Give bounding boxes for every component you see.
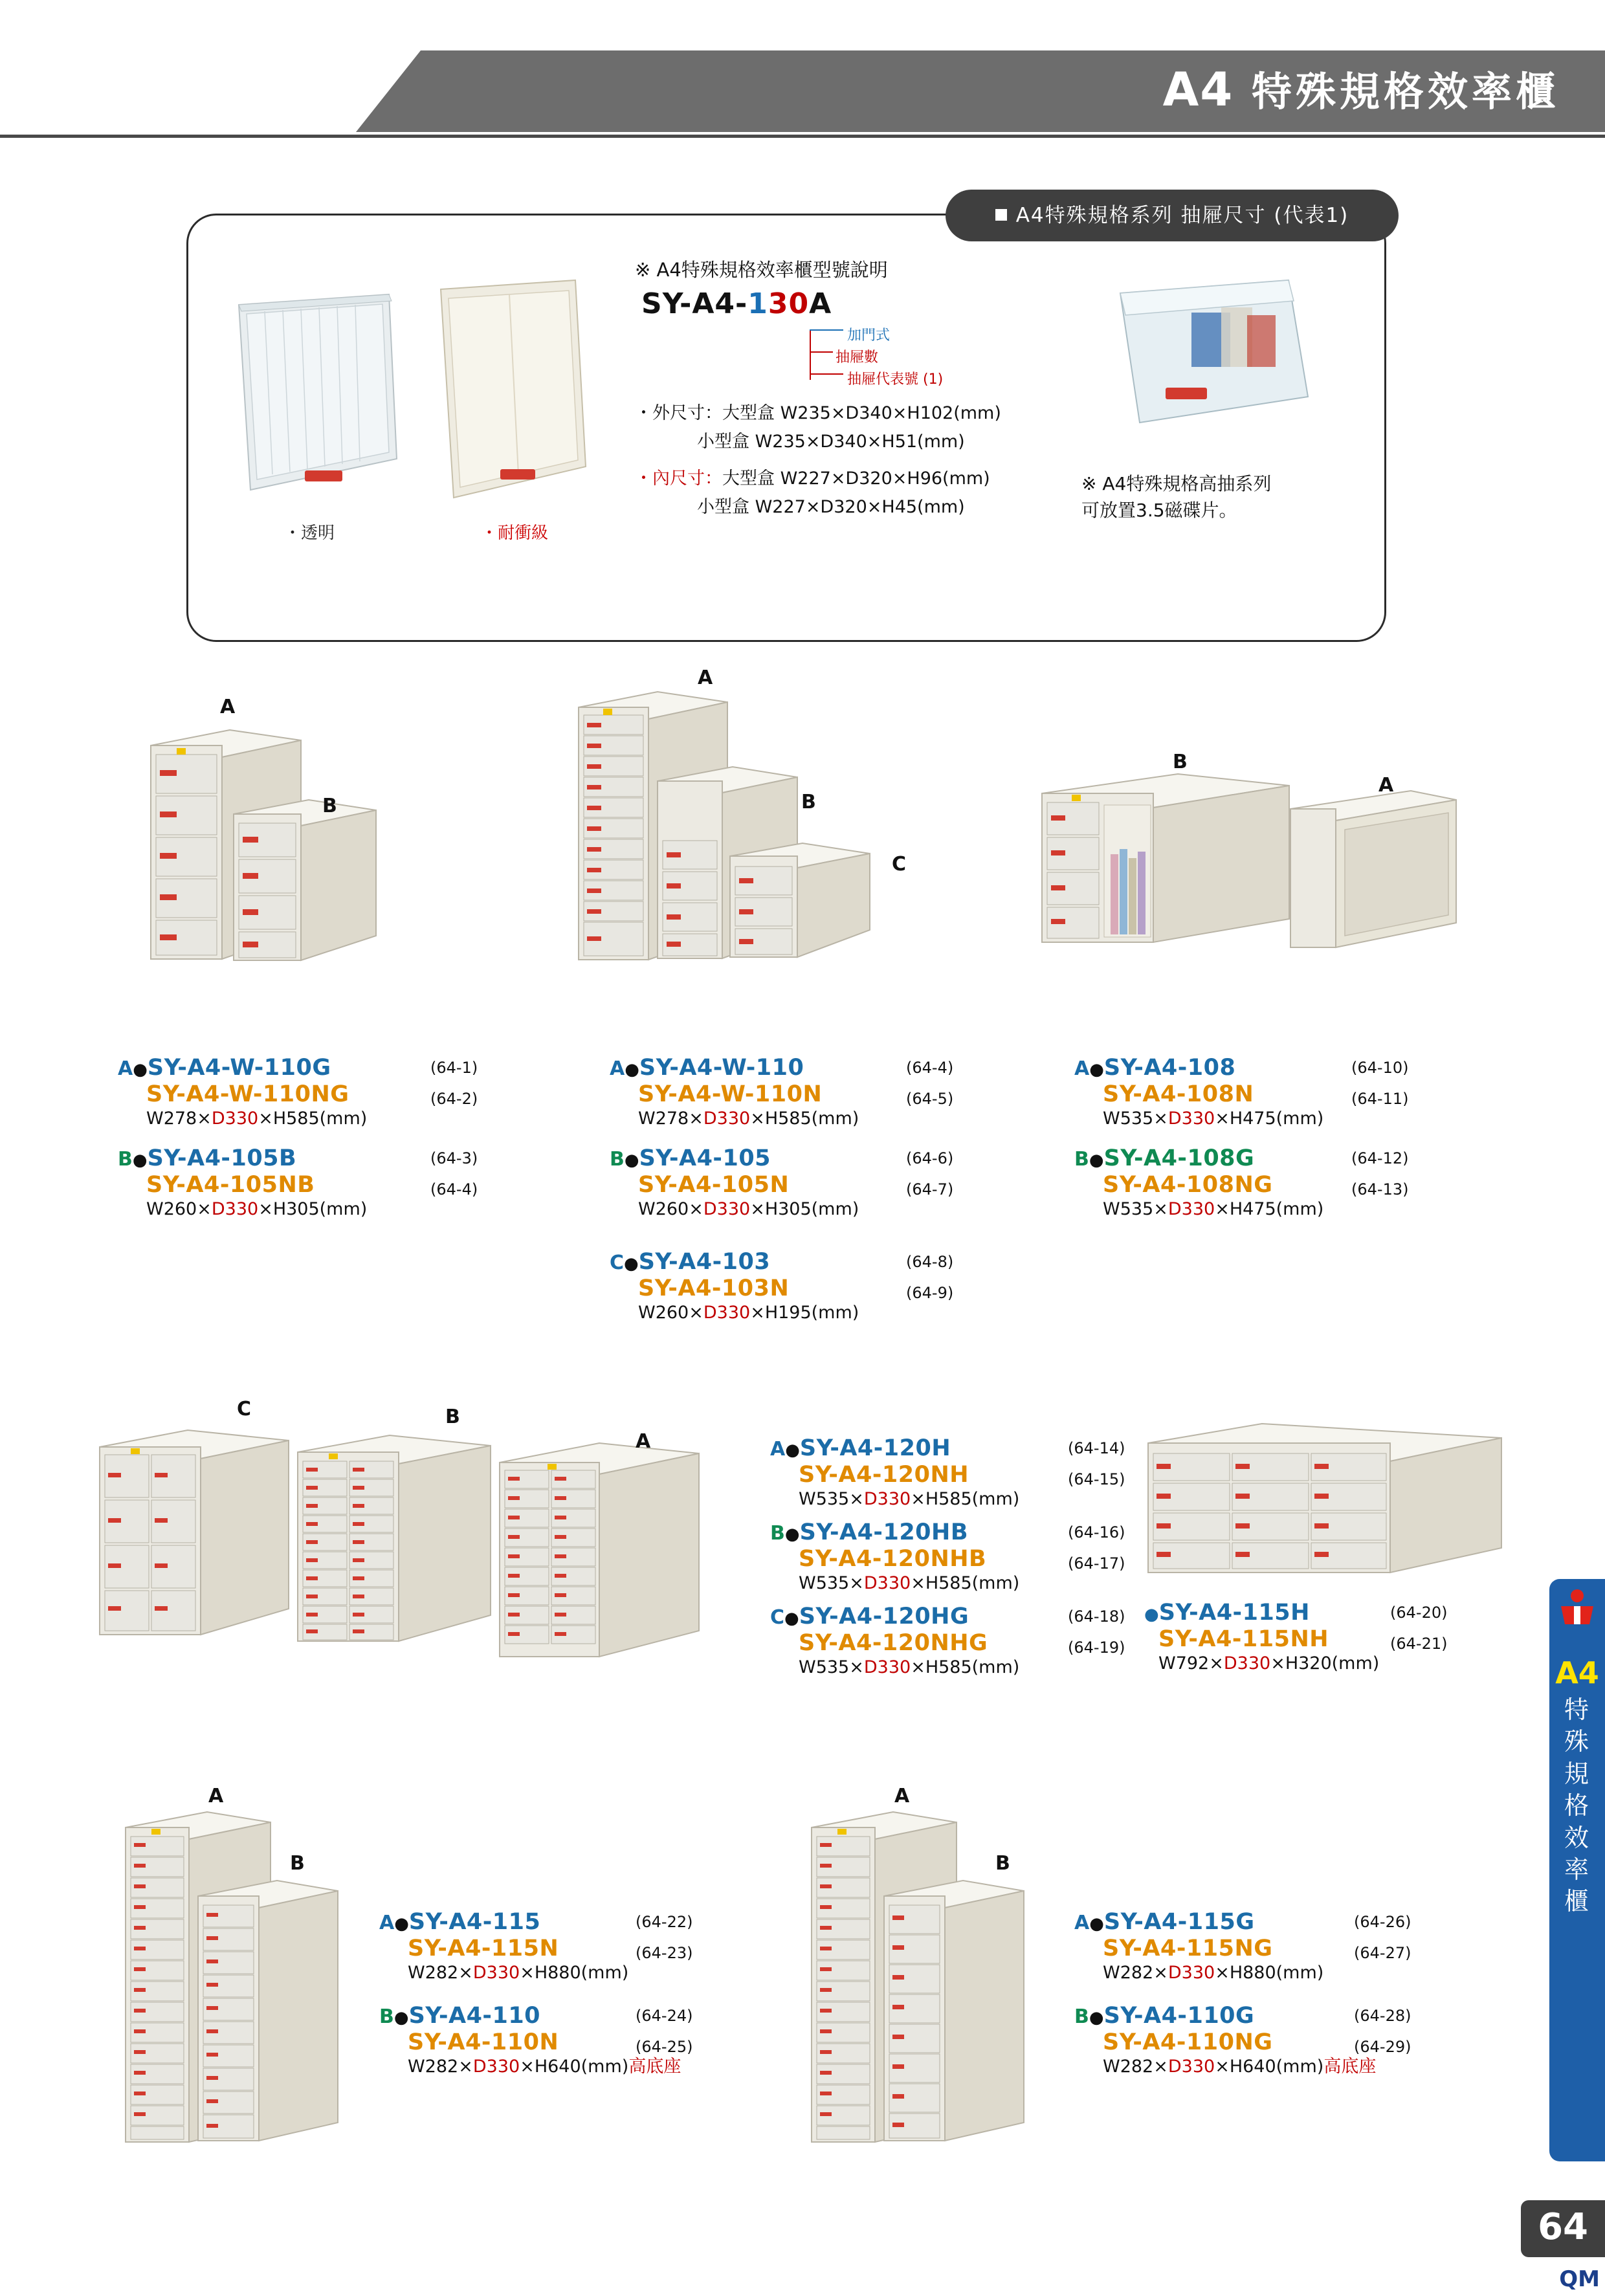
inner-dims-row [635, 464, 1088, 489]
disk-note-line2: 可放置3.5磁碟片。 [1081, 499, 1237, 521]
dimensions-note: 高底座 [1323, 2056, 1377, 2077]
product-entry-g3-b: B●SY-A4-108G SY-A4-108NG W535×D330×H475(mm) [1074, 1145, 1324, 1219]
outer-dims-small: 小型盒 W235×D340×H51(mm) [697, 432, 965, 452]
page-title-text: 特殊規格效率櫃 [1251, 68, 1560, 115]
outer-dims-row [635, 399, 1088, 424]
ref-code-g4-a1: (64-14) [1068, 1439, 1125, 1457]
model-code-secondary: SY-A4-W-110N [638, 1081, 823, 1108]
product-photo-group-4 [91, 1411, 777, 1708]
ref-code-g6-a1: (64-22) [636, 1913, 693, 1931]
product-photo-group-7 [802, 1805, 1061, 2181]
page-header [0, 0, 1605, 137]
model-code-secondary: SY-A4-120NHB [799, 1546, 987, 1573]
model-code-secondary: SY-A4-105N [638, 1172, 790, 1198]
product-photo-group-3 [1029, 757, 1469, 1003]
product-entry-g2-c: C●SY-A4-103 SY-A4-103N W260×D330×H195(mm) [610, 1249, 859, 1323]
photo-label-group4-b: B [445, 1406, 460, 1428]
beige-tray-caption: ・耐衝級 [481, 524, 549, 543]
dimensions: W278×D330×H585(mm) [638, 1108, 859, 1129]
cabinet-illustration-7 [802, 1805, 1061, 2181]
spec-block [635, 256, 1088, 521]
ref-code-g2-a2: (64-5) [906, 1090, 954, 1108]
product-photo-group-5 [1139, 1411, 1540, 1624]
photo-label-group7-b: B [995, 1852, 1010, 1875]
info-panel-tab [946, 190, 1399, 241]
ref-code-g6-b1: (64-24) [636, 2007, 693, 2025]
variant-tag-b: B [118, 1148, 133, 1171]
dimensions: W535×D330×H475(mm) [1103, 1108, 1324, 1129]
model-code-primary: SY-A4-120H [799, 1435, 951, 1461]
ref-code-g4-b1: (64-16) [1068, 1523, 1125, 1541]
dimensions: W278×D330×H585(mm) [146, 1108, 368, 1129]
ref-code-g4-c2: (64-19) [1068, 1639, 1125, 1657]
leader-label-2: 抽屜數 [836, 349, 879, 366]
spec-model-digit3: A [809, 287, 832, 320]
model-code-primary: SY-A4-105B [147, 1145, 297, 1171]
photo-label-group2-a: A [698, 667, 713, 689]
beige-tray-photo [428, 275, 596, 508]
product-photo-group-2 [570, 683, 932, 993]
side-tab-vertical-label: 特 殊 規 格 效 率 櫃 [1564, 1695, 1590, 1916]
photo-label-group6-b: B [290, 1852, 305, 1875]
clear-tray-illustration [227, 285, 405, 499]
product-entry-g7-b: B●SY-A4-110G SY-A4-110NG W282×D330×H640(mm)高底座 [1074, 2003, 1377, 2077]
photo-label-group2-b: B [801, 791, 816, 813]
outer-dims-big: 大型盒 W235×D340×H102(mm) [722, 403, 1001, 423]
model-code-primary: SY-A4-110 [408, 2003, 541, 2029]
drawer-illustration [1094, 267, 1327, 442]
variant-tag-a: A [1074, 1057, 1090, 1080]
model-code-primary: SY-A4-103 [638, 1249, 771, 1275]
dimensions: W535×D330×H585(mm) [799, 1657, 1020, 1677]
dimensions: W282×D330×H640(mm)高底座 [408, 2056, 681, 2077]
ref-code-g4-a2: (64-15) [1068, 1470, 1125, 1488]
ref-code-g7-b1: (64-28) [1354, 2007, 1411, 2025]
ref-code-g2-b2: (64-7) [906, 1180, 954, 1198]
spec-model-digit2: 30 [768, 287, 810, 320]
spec-model-code [641, 287, 1088, 320]
model-code-secondary: SY-A4-120NH [799, 1462, 969, 1488]
product-entry-g2-b: B●SY-A4-105 SY-A4-105N W260×D330×H305(mm) [610, 1145, 859, 1219]
brand-logo-icon [1558, 1587, 1596, 1627]
product-entry-g4-c: C●SY-A4-120HG SY-A4-120NHG W535×D330×H585(mm) [770, 1604, 1020, 1677]
ref-code-g2-c1: (64-8) [906, 1253, 954, 1271]
variant-tag-a: A [610, 1057, 625, 1080]
model-code-secondary: SY-A4-W-110NG [146, 1081, 349, 1108]
spec-note: ※ A4特殊規格效率櫃型號說明 [635, 259, 888, 281]
footer-mark: QM [1559, 2266, 1600, 2292]
model-code-secondary: SY-A4-115NH [1158, 1626, 1329, 1653]
variant-tag-c: C [610, 1252, 625, 1274]
inner-dims-label: ・內尺寸： [635, 469, 722, 489]
spec-model-digit1: 1 [747, 287, 768, 320]
variant-tag-b: B [379, 2005, 394, 2028]
ref-code-g5-2: (64-21) [1390, 1635, 1448, 1653]
model-code-secondary: SY-A4-115N [408, 1936, 559, 1962]
dimensions: W260×D330×H195(mm) [638, 1302, 859, 1323]
photo-label-group4-a: A [636, 1430, 651, 1453]
drawer-photo [1094, 267, 1327, 442]
photo-label-group4-c: C [237, 1398, 252, 1420]
ref-code-g6-b2: (64-25) [636, 2038, 693, 2056]
square-bullet-icon [995, 209, 1007, 221]
ref-code-g5-1: (64-20) [1390, 1604, 1448, 1622]
model-code-secondary: SY-A4-103N [638, 1275, 790, 1302]
model-code-primary: SY-A4-115G [1103, 1909, 1255, 1935]
model-code-primary: SY-A4-120HB [799, 1519, 968, 1545]
cabinet-illustration-2 [570, 683, 932, 993]
dimensions: W282×D330×H640(mm)高底座 [1103, 2056, 1377, 2077]
model-code-secondary: SY-A4-110N [408, 2029, 559, 2056]
dimensions-note: 高底座 [628, 2056, 681, 2077]
ref-code-g4-c1: (64-18) [1068, 1607, 1125, 1626]
ref-code-g2-a1: (64-4) [906, 1059, 954, 1077]
clear-tray-caption: ・透明 [284, 524, 335, 543]
disk-note [1081, 471, 1271, 524]
side-index-tab[interactable] [1549, 1579, 1605, 2161]
photo-label-group2-c: C [892, 853, 907, 876]
ref-code-g1-a2: (64-2) [430, 1090, 478, 1108]
ref-code-g3-b1: (64-12) [1351, 1149, 1409, 1167]
model-code-secondary: SY-A4-105NB [146, 1172, 315, 1198]
ref-code-g1-b1: (64-3) [430, 1149, 478, 1167]
variant-tag-c: C [770, 1606, 785, 1629]
product-entry-g5: ●SY-A4-115H SY-A4-115NH W792×D330×H320(mm) [1144, 1600, 1380, 1673]
ref-code-g7-a2: (64-27) [1354, 1944, 1411, 1962]
page-title-big: A4 [1162, 62, 1234, 116]
model-code-primary: SY-A4-115 [408, 1909, 541, 1935]
model-code-primary: SY-A4-W-110G [147, 1055, 331, 1081]
ref-code-g1-a1: (64-1) [430, 1059, 478, 1077]
spec-model-prefix: SY-A4- [641, 287, 748, 320]
inner-dims-small: 小型盒 W227×D320×H45(mm) [697, 497, 965, 517]
variant-tag-b: B [1074, 1148, 1089, 1171]
cabinet-illustration-1 [139, 718, 450, 990]
model-code-secondary: SY-A4-108NG [1103, 1172, 1273, 1198]
leader-label-3: 抽屜代表號 (1) [847, 371, 944, 388]
variant-tag-a: A [118, 1057, 133, 1080]
ref-code-g4-b2: (64-17) [1068, 1554, 1125, 1573]
ref-code-g3-a1: (64-10) [1351, 1059, 1409, 1077]
product-entry-g6-b: B●SY-A4-110 SY-A4-110N W282×D330×H640(mm)高底座 [379, 2003, 681, 2077]
model-code-primary: SY-A4-W-110 [639, 1055, 804, 1081]
photo-label-group3-a: A [1378, 774, 1394, 797]
product-photo-group-6 [116, 1805, 375, 2181]
variant-tag-a: A [379, 1912, 395, 1934]
cabinet-illustration-3 [1029, 757, 1469, 1003]
header-rule [0, 135, 1605, 138]
ref-code-g2-b1: (64-6) [906, 1149, 954, 1167]
ref-code-g1-b2: (64-4) [430, 1180, 478, 1198]
product-photo-group-1 [139, 718, 450, 990]
photo-label-group6-a: A [208, 1785, 224, 1807]
model-code-primary: SY-A4-115H [1158, 1600, 1310, 1626]
variant-tag-a: A [1074, 1912, 1090, 1934]
product-entry-g3-a: A●SY-A4-108 SY-A4-108N W535×D330×H475(mm) [1074, 1055, 1324, 1129]
model-code-secondary: SY-A4-110NG [1103, 2029, 1273, 2056]
brand-logo-svg [1558, 1587, 1596, 1627]
photo-label-group7-a: A [894, 1785, 910, 1807]
dimensions: W282×D330×H880(mm) [1103, 1962, 1324, 1983]
dimensions: W260×D330×H305(mm) [638, 1198, 859, 1219]
model-code-secondary: SY-A4-108N [1103, 1081, 1254, 1108]
variant-tag-b: B [610, 1148, 625, 1171]
variant-tag-b: B [770, 1522, 785, 1545]
inner-dims-big: 大型盒 W227×D320×H96(mm) [722, 469, 990, 489]
dimensions: W535×D330×H585(mm) [799, 1488, 1020, 1509]
model-code-primary: SY-A4-120HG [799, 1604, 969, 1629]
photo-label-group1-a: A [220, 696, 236, 718]
cabinet-illustration-5 [1139, 1411, 1540, 1624]
photo-label-group3-b: B [1173, 751, 1188, 773]
product-entry-g2-a: A●SY-A4-W-110 SY-A4-W-110N W278×D330×H585(mm) [610, 1055, 859, 1129]
product-entry-g4-a: A●SY-A4-120H SY-A4-120NH W535×D330×H585(mm) [770, 1435, 1020, 1509]
beige-tray-illustration [428, 275, 596, 508]
cabinet-illustration-6 [116, 1805, 375, 2181]
dimensions: W535×D330×H585(mm) [799, 1573, 1020, 1593]
variant-tag-a: A [770, 1438, 786, 1461]
clear-tray-photo [227, 285, 405, 499]
variant-tag-b: B [1074, 2005, 1089, 2028]
ref-code-g7-a1: (64-26) [1354, 1913, 1411, 1931]
model-code-primary: SY-A4-108G [1103, 1145, 1255, 1171]
cabinet-illustration-4 [91, 1411, 777, 1708]
info-panel-tab-label: A4特殊規格系列 抽屜尺寸 (代表1) [1015, 204, 1349, 227]
model-code-secondary: SY-A4-115NG [1103, 1936, 1273, 1962]
model-code-secondary: SY-A4-120NHG [799, 1630, 988, 1657]
model-code-primary: SY-A4-110G [1103, 2003, 1255, 2029]
product-entry-g6-a: A●SY-A4-115 SY-A4-115N W282×D330×H880(mm) [379, 1909, 629, 1983]
model-code-primary: SY-A4-108 [1103, 1055, 1236, 1081]
product-entry-g1-b: B●SY-A4-105B SY-A4-105NB W260×D330×H305(mm) [118, 1145, 368, 1219]
outer-dims-label: ・外尺寸： [635, 403, 722, 423]
product-entry-g1-a: A●SY-A4-W-110G SY-A4-W-110NG W278×D330×H585(mm) [118, 1055, 368, 1129]
inner-dims-small-row [697, 492, 1088, 518]
photo-label-group1-b: B [322, 795, 337, 817]
outer-dims-small-row [697, 427, 1088, 452]
ref-code-g6-a2: (64-23) [636, 1944, 693, 1962]
side-tab-a4-label: A4 [1555, 1655, 1599, 1690]
disk-note-line1: ※ A4特殊規格高抽系列 [1081, 473, 1272, 494]
ref-code-g3-a2: (64-11) [1351, 1090, 1409, 1108]
dimensions: W260×D330×H305(mm) [146, 1198, 368, 1219]
ref-code-g7-b2: (64-29) [1354, 2038, 1411, 2056]
spec-leader-lines [797, 323, 1068, 395]
dimensions: W535×D330×H475(mm) [1103, 1198, 1324, 1219]
dimensions: W282×D330×H880(mm) [408, 1962, 629, 1983]
dimensions: W792×D330×H320(mm) [1158, 1653, 1380, 1673]
ref-code-g3-b2: (64-13) [1351, 1180, 1409, 1198]
page-title [1163, 60, 1560, 117]
ref-code-g2-c2: (64-9) [906, 1284, 954, 1302]
info-panel [186, 204, 1386, 642]
page-number: 64 [1538, 2206, 1588, 2248]
model-code-primary: SY-A4-105 [639, 1145, 771, 1171]
product-entry-g4-b: B●SY-A4-120HB SY-A4-120NHB W535×D330×H585(mm) [770, 1519, 1020, 1593]
leader-label-1: 加門式 [847, 327, 891, 344]
product-entry-g7-a: A●SY-A4-115G SY-A4-115NG W282×D330×H880(mm) [1074, 1909, 1324, 1983]
